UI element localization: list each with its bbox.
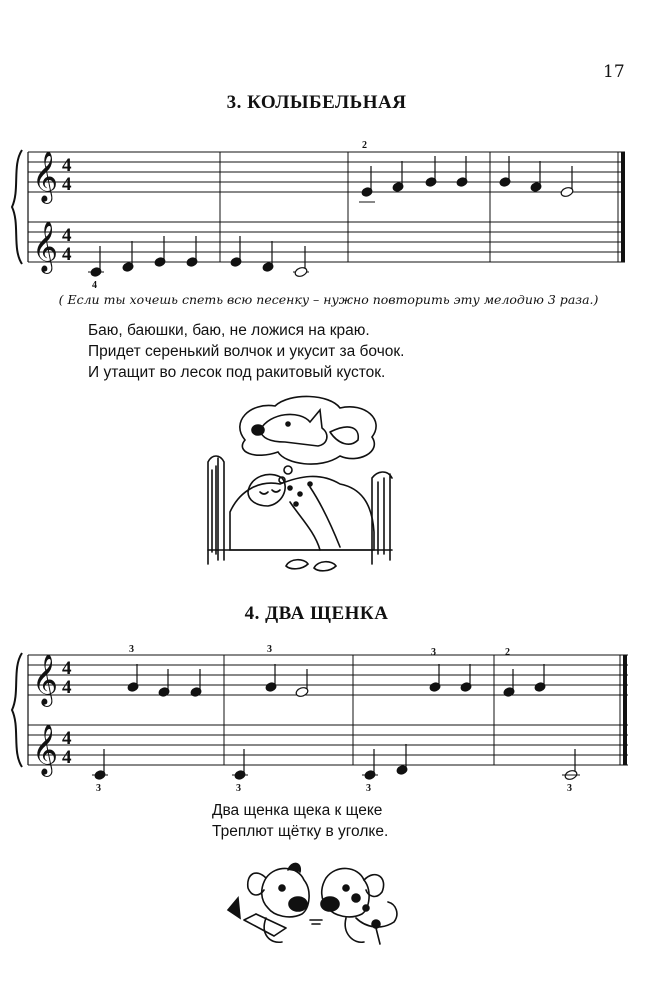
- lyric-line: И утащит во лесок под ракитовый кусток.: [88, 364, 386, 381]
- svg-text:4: 4: [62, 728, 72, 749]
- lyric-line: Два щенка щека к щеке: [212, 802, 383, 819]
- svg-text:4: 4: [62, 155, 72, 176]
- svg-text:4: 4: [62, 174, 72, 195]
- repeat-note: ( Если ты хочешь спеть всю песенку – нужно повторить эту мелодию 3 раза.): [58, 292, 599, 307]
- lyric-line: Баю, баюшки, баю, не ложися на краю.: [88, 322, 370, 339]
- child-sleeping-illustration: [190, 392, 420, 577]
- finger-mark: 3: [366, 783, 371, 794]
- treble-clef-icon: 𝄞: [32, 221, 59, 272]
- finger-mark: 4: [92, 280, 97, 291]
- svg-text:4: 4: [62, 244, 72, 265]
- brace: [12, 150, 22, 264]
- lyrics-lullaby: [88, 320, 405, 383]
- finger-mark: 3: [96, 783, 101, 794]
- svg-text:4: 4: [62, 225, 72, 246]
- treble-clef-icon: 𝄞: [32, 724, 59, 775]
- finger-mark: 2: [362, 140, 367, 151]
- treble-clef-icon: 𝄞: [32, 151, 59, 202]
- lyric-line: Придет серенький волчок и укусит за бочок.: [88, 343, 405, 360]
- brace: [12, 653, 22, 767]
- page-number: 17: [603, 62, 625, 82]
- svg-text:4: 4: [62, 747, 72, 768]
- song-title-two-puppies: 4. ДВА ЩЕНКА: [244, 603, 389, 624]
- two-puppies-illustration: [226, 858, 406, 950]
- svg-text:4: 4: [62, 677, 72, 698]
- lyrics-two-puppies: [212, 800, 388, 842]
- finger-mark: 3: [267, 644, 272, 655]
- finger-mark: 3: [431, 647, 436, 658]
- time-signature: [62, 155, 72, 265]
- time-signature: [62, 658, 72, 768]
- finger-mark: 2: [505, 647, 510, 658]
- finger-mark: 3: [236, 783, 241, 794]
- svg-text:4: 4: [62, 658, 72, 679]
- lyric-line: Треплют щётку в уголке.: [212, 823, 389, 840]
- song-title-lullaby: 3. КОЛЫБЕЛЬНАЯ: [226, 92, 407, 113]
- finger-mark: 3: [129, 644, 134, 655]
- finger-mark: 3: [567, 783, 572, 794]
- treble-clef-icon: 𝄞: [32, 654, 59, 705]
